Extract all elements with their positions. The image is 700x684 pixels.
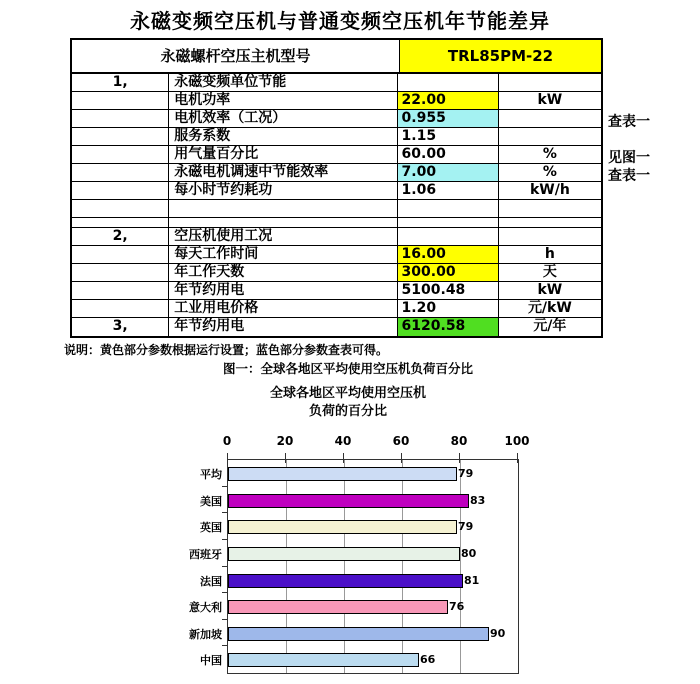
- row-number-cell: [72, 218, 169, 228]
- row-unit-cell: [499, 110, 601, 128]
- x-axis-tick: [517, 453, 518, 463]
- row-unit-cell: [499, 74, 601, 92]
- table-row: [72, 300, 601, 318]
- row-unit-cell: kW/h: [499, 182, 601, 200]
- row-label-cell: 电机效率（工况）: [169, 110, 397, 128]
- row-value-cell: 60.00: [398, 146, 499, 164]
- row-unit-cell: kW: [499, 92, 601, 110]
- gridline: [286, 460, 287, 673]
- row-value-cell: 1.20: [398, 300, 499, 318]
- x-axis-tick: [227, 453, 228, 463]
- row-label-cell: [169, 200, 397, 218]
- y-axis-tick: [222, 566, 228, 567]
- bar-法国: [228, 574, 463, 588]
- row-label-cell: 年节约用电: [169, 282, 397, 300]
- category-label: 法国: [200, 575, 222, 588]
- bar-意大利: [228, 600, 448, 614]
- category-label: 中国: [200, 654, 222, 667]
- gridline: [460, 460, 461, 673]
- row-label-cell: [169, 218, 397, 228]
- row-value-cell[interactable]: 22.00: [398, 92, 499, 110]
- row-label-cell: 永磁变频单位节能: [169, 74, 397, 92]
- table-body: [72, 74, 601, 336]
- y-axis-tick: [222, 539, 228, 540]
- row-value-cell[interactable]: 300.00: [398, 264, 499, 282]
- row-unit-cell: [499, 218, 601, 228]
- machine-model-value[interactable]: TRL85PM-22: [400, 40, 601, 74]
- row-value-cell: 1.06: [398, 182, 499, 200]
- x-axis-tick: [343, 453, 344, 463]
- x-axis-tick-label: 60: [392, 434, 410, 448]
- table-row: [72, 228, 601, 246]
- row-number-cell: 2,: [72, 228, 169, 246]
- row-value-cell: [398, 228, 499, 246]
- row-value-cell: [398, 200, 499, 218]
- bar-中国: [228, 653, 419, 667]
- row-number-cell: 1,: [72, 74, 169, 92]
- table-row: [72, 128, 601, 146]
- x-axis-tick: [285, 453, 286, 463]
- row-number-cell: [72, 128, 169, 146]
- bar-value-label: 81: [464, 574, 480, 587]
- y-axis-tick: [222, 512, 228, 513]
- side-note: 见图一: [608, 150, 650, 166]
- bar-value-label: 79: [458, 520, 474, 533]
- y-axis-tick: [222, 592, 228, 593]
- bar-value-label: 66: [420, 653, 436, 666]
- row-value-cell: [398, 74, 499, 92]
- row-number-cell: 3,: [72, 318, 169, 336]
- category-label: 英国: [200, 521, 222, 534]
- row-number-cell: [72, 92, 169, 110]
- bar-新加坡: [228, 627, 489, 641]
- table-row: [72, 218, 601, 228]
- row-unit-cell: 元/年: [533, 318, 567, 334]
- category-label: 平均: [200, 468, 222, 481]
- row-value-cell[interactable]: 16.00: [398, 246, 499, 264]
- row-value-cell: 5100.48: [398, 282, 499, 300]
- figure-caption: 图一：全球各地区平均使用空压机负荷百分比: [222, 361, 473, 376]
- bar-value-label: 80: [461, 547, 477, 560]
- row-number-cell: [72, 110, 169, 128]
- x-axis-tick: [459, 453, 460, 463]
- x-axis-tick-label: 0: [222, 434, 232, 448]
- chart-title-line1: 全球各地区平均使用空压机: [269, 386, 426, 401]
- table-row: [72, 318, 601, 336]
- table-row: [72, 200, 601, 218]
- side-note: 查表一: [608, 114, 650, 130]
- table-header-row: [72, 40, 601, 74]
- table-row: [72, 264, 601, 282]
- row-value-cell[interactable]: 0.955: [398, 110, 499, 128]
- row-number-cell: [72, 282, 169, 300]
- row-unit-cell: [499, 128, 601, 146]
- table-row: [72, 182, 601, 200]
- category-label: 意大利: [189, 601, 222, 614]
- row-value-cell[interactable]: 7.00: [398, 164, 499, 182]
- side-note: 查表一: [608, 168, 650, 184]
- bar-value-label: 76: [449, 600, 465, 613]
- row-label-cell: 每天工作时间: [169, 246, 397, 264]
- x-axis-tick-label: 20: [276, 434, 294, 448]
- row-number-cell: [72, 200, 169, 218]
- row-number-cell: [72, 300, 169, 318]
- row-label-cell: 工业用电价格: [169, 300, 397, 318]
- bar-美国: [228, 494, 469, 508]
- row-label-cell: 电机功率: [169, 92, 397, 110]
- x-axis-tick-label: 40: [334, 434, 352, 448]
- row-label-cell: 用气量百分比: [169, 146, 397, 164]
- table-row: [72, 146, 601, 164]
- row-number-cell: [72, 182, 169, 200]
- chart-plot-area: [227, 459, 519, 674]
- row-label-cell: 空压机使用工况: [169, 228, 397, 246]
- row-number-cell: [72, 146, 169, 164]
- row-number-cell: [72, 246, 169, 264]
- table-row: [72, 110, 601, 128]
- row-unit-cell: 元/kW: [499, 300, 601, 318]
- table-row: [72, 246, 601, 264]
- row-unit-cell: %: [499, 146, 601, 164]
- machine-model-label: 永磁螺杆空压主机型号: [72, 40, 400, 74]
- gridline: [402, 460, 403, 673]
- table-row: [72, 92, 601, 110]
- table-row: [72, 74, 601, 92]
- y-axis-tick: [222, 619, 228, 620]
- y-axis-tick: [222, 486, 228, 487]
- gridline: [344, 460, 345, 673]
- x-axis-tick-label: 100: [504, 434, 530, 448]
- category-label: 西班牙: [189, 548, 222, 561]
- bar-英国: [228, 520, 457, 534]
- bar-value-label: 83: [470, 494, 486, 507]
- bar-平均: [228, 467, 457, 481]
- table-row: [72, 282, 601, 300]
- bar-value-label: 90: [490, 627, 506, 640]
- chart-title-line2: 负荷的百分比: [308, 404, 387, 419]
- table-row: [72, 164, 601, 182]
- row-unit-cell: %: [499, 164, 601, 182]
- row-label-cell: 年节约用电: [169, 318, 397, 336]
- row-value-cell: [398, 218, 499, 228]
- bar-西班牙: [228, 547, 460, 561]
- row-label-cell: 永磁电机调速中节能效率: [169, 164, 397, 182]
- x-axis-tick: [401, 453, 402, 463]
- category-label: 新加坡: [189, 628, 222, 641]
- row-unit-cell: [499, 228, 601, 246]
- row-value-cell: 1.15: [398, 128, 499, 146]
- row-unit-cell: [499, 200, 601, 218]
- row-label-cell: 每小时节约耗功: [169, 182, 397, 200]
- row-number-cell: [72, 264, 169, 282]
- category-label: 美国: [200, 495, 222, 508]
- row-label-cell: 服务系数: [169, 128, 397, 146]
- row-unit-cell: 天: [499, 264, 601, 282]
- row-unit-cell: h: [499, 246, 601, 264]
- x-axis-tick-label: 80: [450, 434, 468, 448]
- row-value-cell[interactable]: 6120.58: [398, 318, 499, 336]
- bar-value-label: 79: [458, 467, 474, 480]
- row-label-cell: 年工作天数: [169, 264, 397, 282]
- page-title: 永磁变频空压机与普通变频空压机年节能差异: [130, 9, 550, 33]
- legend-explanation: 说明：黄色部分参数根据运行设置；蓝色部分参数查表可得。: [64, 343, 389, 357]
- row-number-cell: [72, 164, 169, 182]
- energy-table: [70, 38, 603, 338]
- y-axis-tick: [222, 645, 228, 646]
- row-unit-cell: kW: [499, 282, 601, 300]
